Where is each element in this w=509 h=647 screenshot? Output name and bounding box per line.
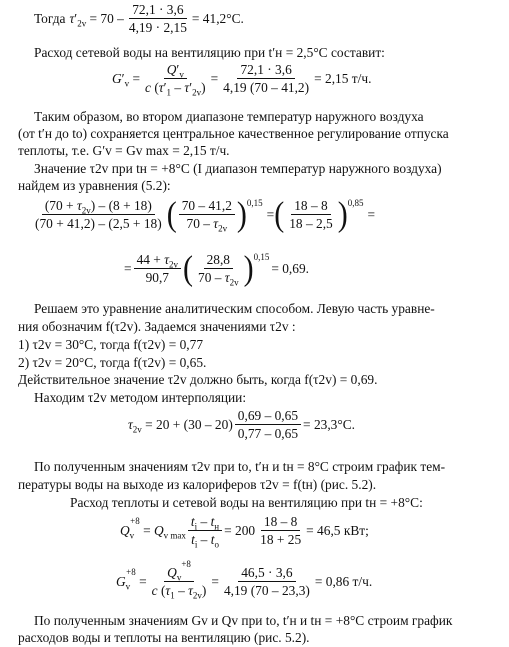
- paragraph-line: расходов воды и теплоты на вентиляцию (рис. 5.2).: [18, 630, 310, 645]
- fraction-qv: $\frac{Q'_v}{c (\tau'_1 - \tau'_{2v})}$: [145, 62, 206, 98]
- paragraph-line: Таким образом, во втором диапазоне температур наружного воздуха: [34, 109, 424, 124]
- equation-lhs: $\tau'_{2v} = 70$ –: [69, 11, 124, 29]
- paragraph-line: Расход теплоты и сетевой воды на вентиляцию при tн = +8°С:: [70, 495, 423, 510]
- fraction-0.69: $\frac{0,69 - 0,65}{0,77 - 0,65}$: [235, 408, 301, 441]
- equation-qv-8: $Q_v^{+8} = Q_{v max}$ $\frac{t_i - t_н}{t_i - t_o}$ = 200 $\frac{18 - 8}{18 + 25}$ = 46,5 кВт;: [120, 514, 369, 550]
- fraction-numeric: $\frac{72,1 \cdot 3,6}{4,19 (70 - 41,2)}$: [223, 62, 310, 95]
- fraction-temp-ratio: $\frac{(70 + \tau_{2v}) - (8 + 18)}{(70 + 41,2) - (2,5 + 18)}$: [35, 198, 162, 231]
- equation-result: = 41,2°С.: [191, 11, 244, 26]
- fraction-72-3.6: $\frac{72,1 \cdot 3,6}{4,19 \cdot 2,15}$: [128, 2, 187, 35]
- equation-result: = 2,15 т/ч.: [314, 71, 372, 86]
- paragraph-line: По полученным значениям τ2v при tо, t′н и tн = 8°С строим график тем-: [34, 459, 446, 474]
- paragraph-line: (от t′н до tо) сохраняется центральное качественное регулирование отпуска: [18, 126, 449, 141]
- equation-gv-8: $G_v^{+8}$ = $\frac{Q_v^{+8}}{c (\tau_1 - \tau_{2v})}$ = $\frac{46,5 \cdot 3,6}{4,19 (70 - 23,3)}$ = 0,86 т/ч.: [116, 558, 373, 601]
- equation-result: = 0,69.: [271, 261, 310, 276]
- paragraph-line: Значение τ2v при tн = +8°С (I диапазон температур наружного воздуха): [34, 161, 442, 176]
- paragraph-line: найдем из уравнения (5.2):: [18, 178, 171, 193]
- equation-gv-prime: $G'_v$ = $\frac{Q'_v}{c (\tau'_1 - \tau'_{2v})}$ = $\frac{72,1 \cdot 3,6}{4,19 (70 - 41,2)}$ = 2,15 т/ч.: [112, 62, 372, 98]
- equation-result: = 46,5 кВт;: [306, 523, 369, 538]
- equation-result: = 0,86 т/ч.: [314, 574, 373, 589]
- paragraph-line: Действительное значение τ2v должно быть, когда f(τ2v) = 0,69.: [18, 372, 378, 387]
- paragraph-line: теплоты, т.е. G′v = Gv max = 2,15 т/ч.: [18, 143, 230, 158]
- fraction-qv-8: $\frac{Q_v^{+8}}{c (\tau_1 - \tau_{2v})}$: [151, 558, 207, 601]
- fraction-46.5: $\frac{46,5 \cdot 3,6}{4,19 (70 - 23,3)}$: [223, 565, 310, 598]
- paragraph-line: пературы воды на выходе из калориферов τ2v = f(tн) (рис. 5.2).: [18, 477, 377, 492]
- fraction-ti-tn: $\frac{t_i - t_н}{t_i - t_o}$: [188, 514, 222, 547]
- equation-tau2v-prime: [34, 2, 244, 35]
- paragraph-flow-rate: Расход сетевой воды на вентиляцию при t′н = 2,5°С составит:: [34, 45, 385, 60]
- paragraph-line: По полученным значениям Gv и Qv при tо, t′н и tн = +8°С строим график: [34, 613, 453, 628]
- fraction-44: $\frac{44 + \tau_{2v}}{90,7}$: [134, 252, 181, 285]
- equation-simplified: = $\frac{44 + \tau_{2v}}{90,7}$ ( $\frac{28,8}{70 - \tau_{2v}}$ ) $^{0,15}$ = 0,69.: [124, 248, 310, 288]
- fraction-18-8: $\frac{18 - 8}{18 - 2,5}$: [289, 198, 333, 231]
- list-item: 2) τ2v = 20°С, тогда f(τ2v) = 0,65.: [18, 355, 207, 370]
- text-then: Тогда: [34, 11, 66, 26]
- paragraph-line: ния обозначим f(τ2v). Задаемся значениями τ2v :: [18, 319, 296, 334]
- equation-5-2: $\frac{(70 + \tau_{2v}) - (8 + 18)}{(70 + 41,2) - (2,5 + 18)}$ ( $\frac{70 - 41,2}{70 - \tau_{2v}}$ ) $^{0,15}$ = ( $\frac{18 - 8}{18 - 2,5}$ ) $^{0,85}$ =: [30, 198, 375, 231]
- fraction-18-8-25: $\frac{18 - 8}{18 + 25}$: [260, 514, 302, 547]
- paragraph-line: Находим τ2v методом интерполяции:: [34, 390, 247, 405]
- equation-lhs: $G'_v$ =: [112, 71, 141, 89]
- equation-interpolation: $\tau_{2v} = 20 + (30 - 20)$ $\frac{0,69 - 0,65}{0,77 - 0,65}$ = 23,3°С.: [128, 408, 356, 441]
- fraction-70-41.2: $\frac{70 - 41,2}{70 - \tau_{2v}}$: [179, 198, 235, 231]
- equation-result: = 23,3°С.: [303, 417, 356, 432]
- fraction-28.8: $\frac{28,8}{70 - \tau_{2v}}$: [198, 252, 239, 288]
- list-item: 1) τ2v = 30°С, тогда f(τ2v) = 0,77: [18, 337, 204, 352]
- paragraph-line: Решаем это уравнение аналитическим способом. Левую часть уравне-: [34, 301, 435, 316]
